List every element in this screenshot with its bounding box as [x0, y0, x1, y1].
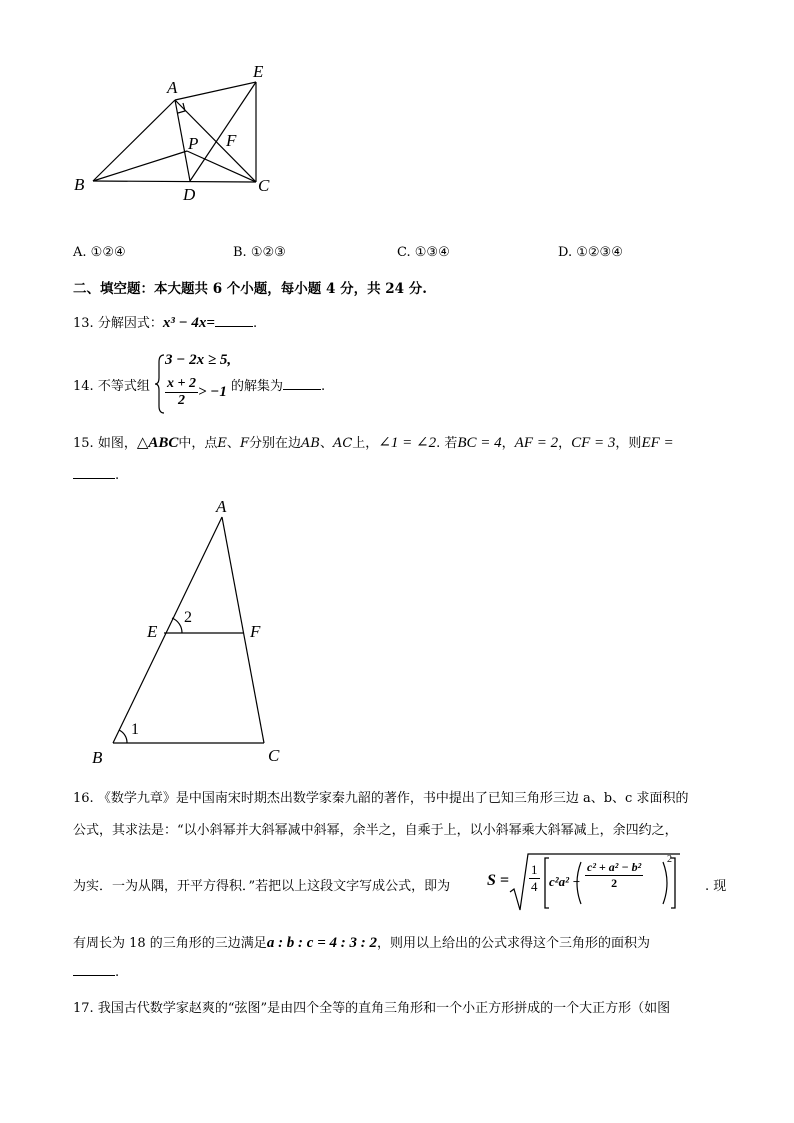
question-15-blank-line: . — [73, 466, 119, 483]
question-13: 13. 分解因式：x³ − 4x= . — [73, 315, 258, 331]
option-c[interactable]: C. ①③④ — [397, 245, 450, 260]
question-16-blank-line: . — [73, 963, 119, 980]
heron-qin-formula: S = $\frac{1}{4}$ c²a² − $\frac{\text{c² + a² − b²}}{2}$ 2 — [487, 850, 727, 916]
section-heading: 二、填空题：本大题共 6 个小题，每小题 4 分，共 24 分. — [73, 281, 427, 297]
option-d[interactable]: D. ①②③④ — [558, 245, 623, 260]
question-14: 14. 不等式组 3 − 2x ≥ 5, $\frac{x + 2}{2}$ > −1 的解集为 . — [73, 352, 473, 416]
question-15: 15. 如图，△ABC中，点E、F分别在边AB、AC上，∠1 = ∠2. 若BC = 4，AF = 2，CF = 3，则EF = — [73, 435, 674, 451]
answer-blank-14[interactable] — [283, 377, 321, 390]
label2-E: E — [147, 622, 158, 641]
label-D: D — [183, 185, 196, 204]
label2-F: F — [250, 622, 261, 641]
question-16-line4: 有周长为 18 的三角形的三边满足a : b : c = 4 : 3 : 2，则用以上给出的公式求得这个三角形的面积为 — [73, 935, 651, 951]
label-E: E — [253, 62, 264, 81]
label2-angle-2: 2 — [184, 609, 192, 626]
label-F: F — [226, 131, 237, 150]
answer-blank-15[interactable] — [73, 466, 115, 479]
brace — [155, 354, 165, 414]
option-b[interactable]: B. ①②③ — [233, 245, 286, 260]
answer-blank-13[interactable] — [215, 314, 253, 327]
question-16-line1: 16. 《数学九章》是中国南宋时期杰出数学家秦九韶的著作，书中提出了已知三角形三边 a、b、c 求面积的 — [73, 791, 689, 806]
label2-A: A — [216, 497, 227, 516]
label-P: P — [188, 134, 199, 153]
label2-angle-1: 1 — [131, 721, 139, 738]
label-B: B — [74, 175, 85, 194]
question-17: 17. 我国古代数学家赵爽的“弦图”是由四个全等的直角三角形和一个小正方形拼成的一个大正方形（如图 — [73, 1001, 671, 1016]
label-A: A — [167, 78, 178, 97]
question-16-line2: 公式，其求法是：“以小斜幂并大斜幂减中斜幂，余半之，自乘于上，以小斜幂乘大斜幂减上，余四约之， — [73, 823, 678, 838]
answer-blank-16[interactable] — [73, 963, 115, 976]
label2-C: C — [268, 746, 280, 765]
question-16-line3: 为实．一为从隅，开平方得积．”若把以上这段文字写成公式，即为 — [73, 879, 451, 894]
question-16-line3-tail: . 现 — [705, 879, 727, 894]
option-a[interactable]: A. ①②④ — [73, 245, 126, 260]
label2-B: B — [92, 748, 103, 767]
label-C: C — [258, 176, 270, 195]
